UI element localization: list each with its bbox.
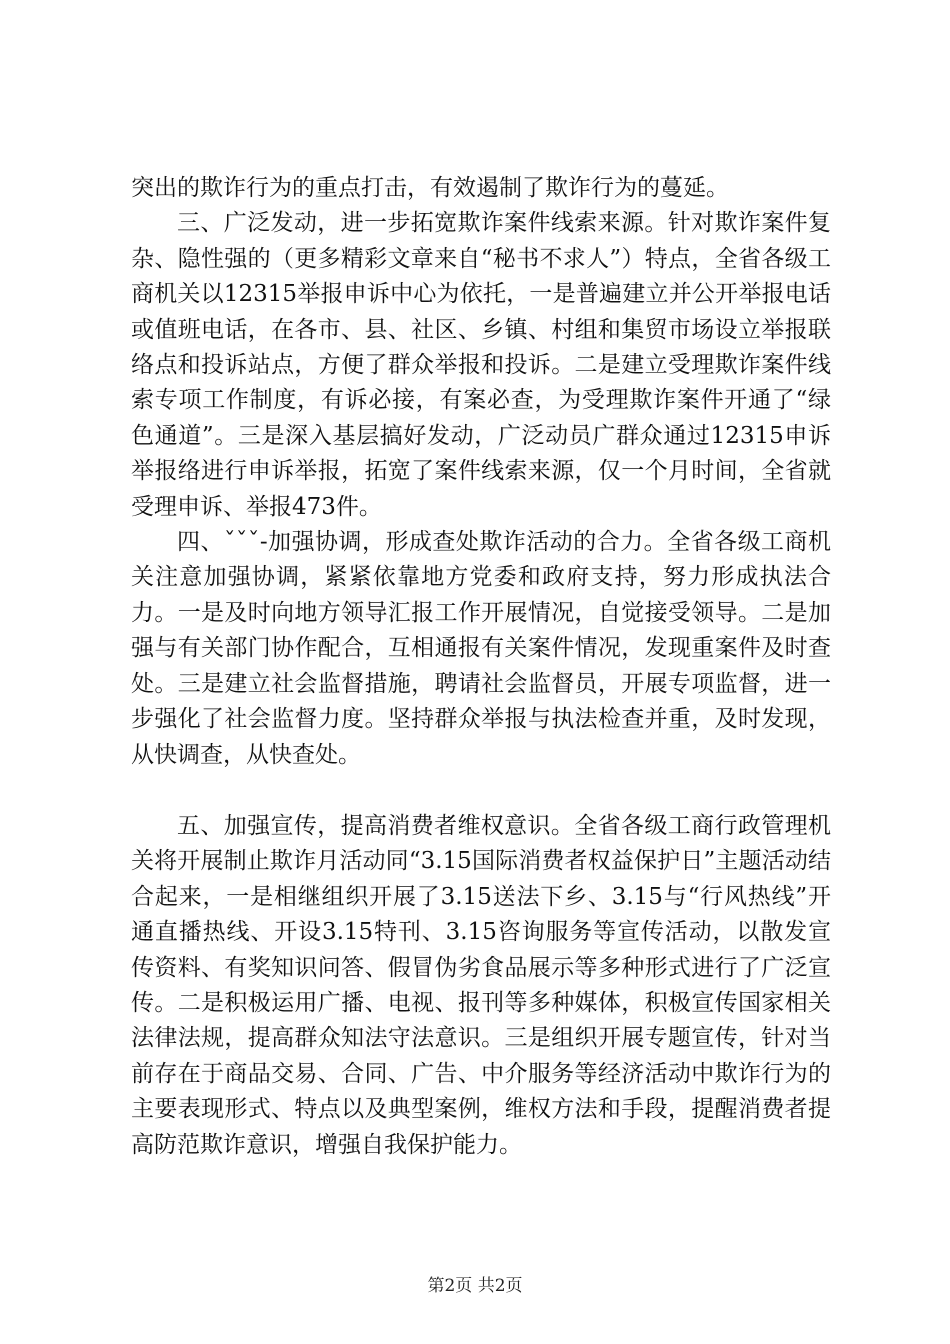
document-body xyxy=(131,171,831,1163)
page-number-footer: 第2页 共2页 xyxy=(427,1276,523,1296)
paragraph-section-three: 三、广泛发动，进一步拓宽欺诈案件线索来源。针对欺诈案件复杂、隐性强的（更多精彩文章来自“秘书不求人”）特点，全省各级工商机关以12315举报申诉中心为依托，一是普遍建立并公开举报电话或值班电话，在各市、县、社区、乡镇、村组和集贸市场设立举报联络点和投诉站点，方便了群众举报和投诉。二是建立受理欺诈案件线索专项工作制度，有诉必接，有案必查，为受理欺诈案件开通了“绿色通道”。三是深入基层搞好发动，广泛动员广群众通过12315申诉举报络进行申诉举报，拓宽了案件线索来源，仅一个月时间，全省就受理申诉、举报473件。 xyxy=(131,210,831,520)
paragraph-continuation: 突出的欺诈行为的重点打击，有效遏制了欺诈行为的蔓延。 xyxy=(131,175,729,201)
paragraph-section-four: 四、ˇˇˇ-加强协调，形成查处欺诈活动的合力。全省各级工商机关注意加强协调，紧紧依靠地方党委和政府支持，努力形成执法合力。一是及时向地方领导汇报工作开展情况，自觉接受领导。二是加强与有关部门协作配合，互相通报有关案件情况，发现重案件及时查处。三是建立社会监督措施，聘请社会监督员，开展专项监督，进一步强化了社会监督力度。坚持群众举报与执法检查并重，及时发现，从快调查，从快查处。 xyxy=(131,529,831,768)
paragraph-section-five: 五、加强宣传，提高消费者维权意识。全省各级工商行政管理机关将开展制止欺诈月活动同“3.15国际消费者权益保护日”主题活动结合起来，一是相继组织开展了3.15送法下乡、3.15与“行风热线”开通直播热线、开设3.15特刊、3.15咨询服务等宣传活动，以散发宣传资料、有奖知识问答、假冒伪劣食品展示等多种形式进行了广泛宣传。二是积极运用广播、电视、报刊等多种媒体，积极宣传国家相关法律法规，提高群众知法守法意识。三是组织开展专题宣传，针对当前存在于商品交易、合同、广告、中介服务等经济活动中欺诈行为的主要表现形式、特点以及典型案例，维权方法和手段，提醒消费者提高防范欺诈意识，增强自我保护能力。 xyxy=(131,812,831,1158)
paragraph-spacer xyxy=(131,773,831,809)
